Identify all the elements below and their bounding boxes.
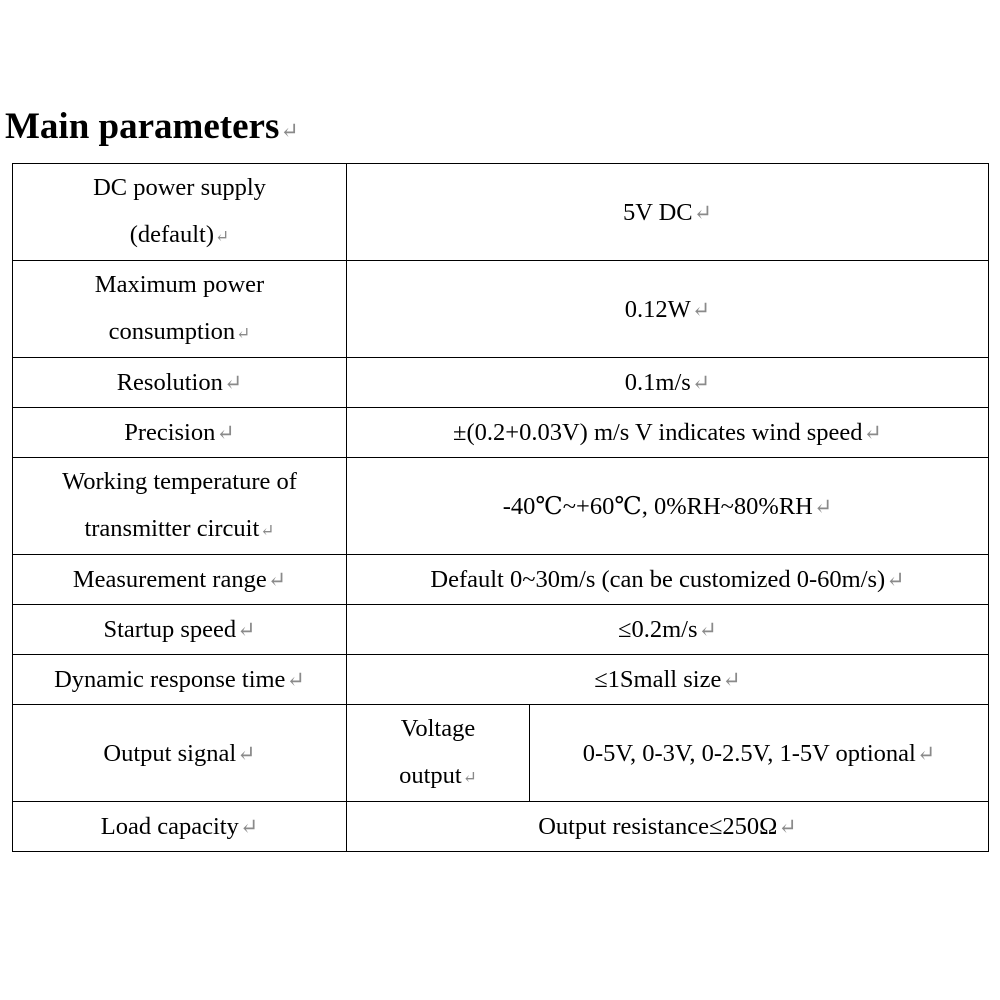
return-mark-icon: ↵ — [916, 740, 936, 766]
return-mark-icon: ↵ — [698, 617, 717, 642]
return-mark-icon: ↵ — [216, 420, 235, 445]
param-value-response-time: ≤1Small size↵ — [347, 655, 989, 705]
table-row — [13, 408, 989, 458]
param-label-response-time: Dynamic response time↵ — [13, 655, 347, 705]
param-value-power-supply: 5V DC↵ — [347, 164, 989, 261]
return-mark-icon: ↵ — [215, 227, 230, 246]
param-label-load-capacity: Load capacity↵ — [13, 802, 347, 852]
return-mark-icon: ↵ — [237, 740, 256, 766]
param-value-resolution: 0.1m/s↵ — [347, 358, 989, 408]
page-title-text: Main parameters — [5, 106, 280, 147]
return-mark-icon: ↵ — [886, 567, 905, 592]
param-sublabel-voltage-output: Voltage output↵ — [347, 705, 530, 802]
table-row — [13, 164, 989, 261]
table-row — [13, 261, 989, 358]
param-label-measurement-range: Measurement range↵ — [13, 555, 347, 605]
return-mark-icon: ↵ — [267, 567, 287, 592]
param-label-resolution: Resolution↵ — [13, 358, 347, 408]
return-mark-icon: ↵ — [693, 199, 713, 225]
return-mark-icon: ↵ — [691, 370, 711, 395]
return-mark-icon: ↵ — [691, 296, 711, 322]
table-row — [13, 605, 989, 655]
return-mark-icon: ↵ — [239, 814, 259, 839]
param-value-power-consumption: 0.12W↵ — [347, 261, 989, 358]
return-mark-icon: ↵ — [260, 521, 275, 540]
param-label-output-signal: Output signal↵ — [13, 705, 347, 802]
page-title — [5, 104, 299, 154]
return-mark-icon: ↵ — [237, 617, 256, 642]
return-mark-icon: ↵ — [813, 493, 833, 519]
parameters-table — [12, 163, 989, 852]
param-value-startup-speed: ≤0.2m/s↵ — [347, 605, 989, 655]
return-mark-icon: ↵ — [722, 667, 741, 692]
return-mark-icon: ↵ — [223, 370, 243, 395]
table-row — [13, 705, 989, 802]
return-mark-icon: ↵ — [280, 118, 299, 143]
table-row — [13, 458, 989, 555]
return-mark-icon: ↵ — [863, 420, 882, 445]
table-row — [13, 655, 989, 705]
param-label-precision: Precision↵ — [13, 408, 347, 458]
param-label-startup-speed: Startup speed↵ — [13, 605, 347, 655]
param-label-power-supply: DC power supply (default)↵ — [13, 164, 347, 261]
table-row — [13, 358, 989, 408]
return-mark-icon: ↵ — [778, 814, 797, 839]
param-label-working-temperature: Working temperature of transmitter circuit↵ — [13, 458, 347, 555]
return-mark-icon: ↵ — [236, 324, 251, 343]
param-label-power-consumption: Maximum power consumption↵ — [13, 261, 347, 358]
table-row — [13, 802, 989, 852]
param-value-precision: ±(0.2+0.03V) m/s V indicates wind speed↵ — [347, 408, 989, 458]
param-value-output-signal: 0-5V, 0-3V, 0-2.5V, 1-5V optional↵ — [530, 705, 989, 802]
param-value-working-temperature: -40℃~+60℃, 0%RH~80%RH↵ — [347, 458, 989, 555]
table-row — [13, 555, 989, 605]
param-value-measurement-range: Default 0~30m/s (can be customized 0-60m/s)↵ — [347, 555, 989, 605]
param-value-load-capacity: Output resistance≤250Ω↵ — [347, 802, 989, 852]
return-mark-icon: ↵ — [462, 768, 477, 787]
return-mark-icon: ↵ — [286, 667, 305, 692]
